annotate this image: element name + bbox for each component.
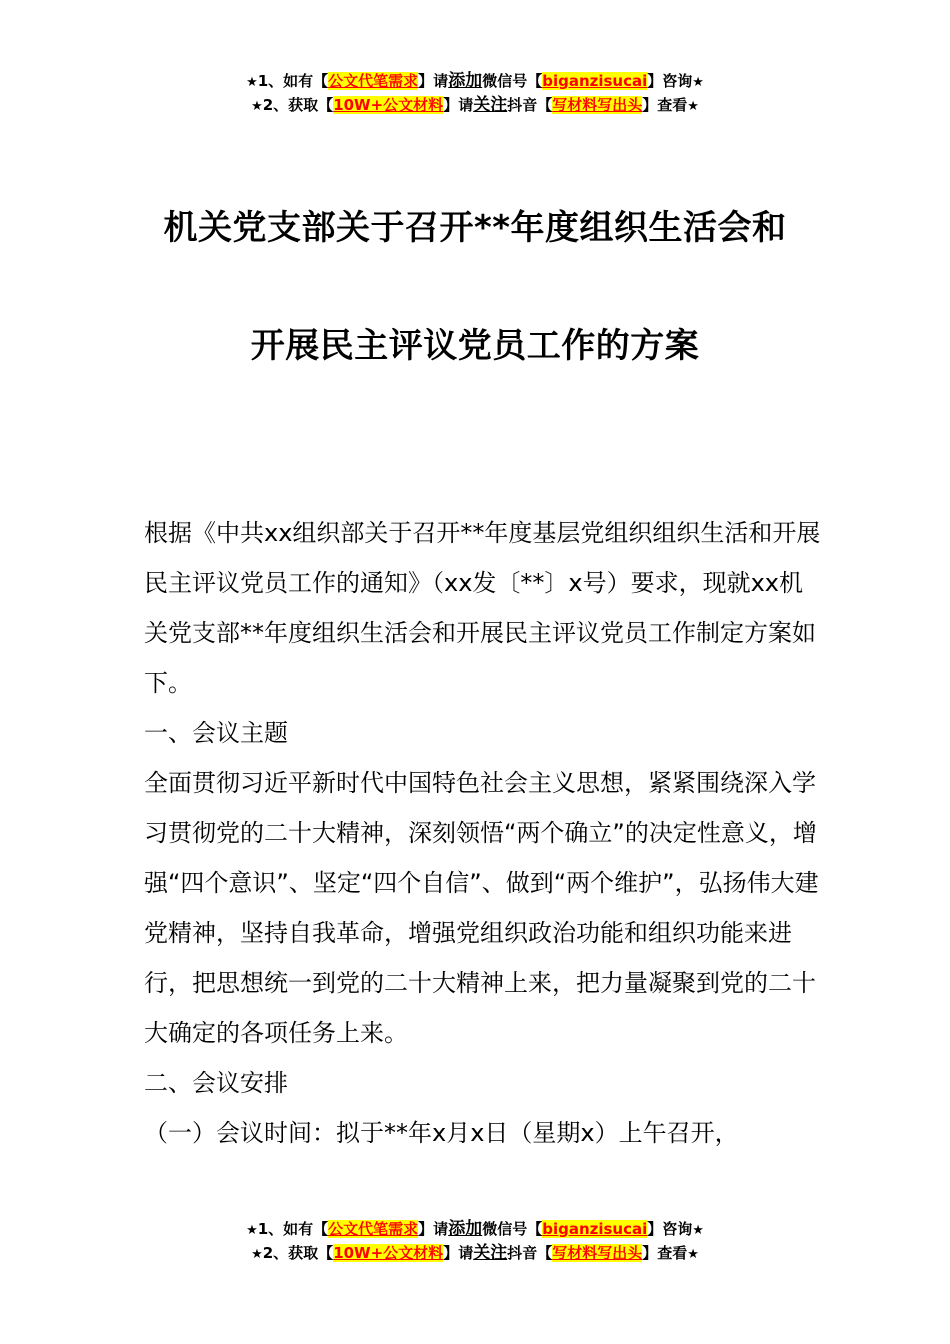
banner-text: 】查看	[642, 1244, 688, 1262]
document-title-line-2: 开展民主评议党员工作的方案	[250, 326, 700, 366]
header-banner	[0, 70, 950, 118]
document-body	[144, 508, 824, 1158]
banner-text: 2、获取【	[262, 96, 334, 114]
document-title-line-1: 机关党支部关于召开**年度组织生活会和	[163, 208, 787, 248]
intro-paragraph: 根据《中共xx组织部关于召开**年度基层党组织组织生活和开展民主评议党员工作的通知》（xx发〔**〕x号）要求，现就xx机关党支部**年度组织生活会和开展民主评议党员工作制定方案如下。	[144, 519, 821, 697]
highlight-service: 公文代笔需求	[328, 72, 419, 90]
star-icon: ★	[692, 75, 704, 90]
banner-text: 抖音【	[507, 1244, 553, 1262]
star-icon: ★	[687, 1247, 699, 1262]
star-icon: ★	[251, 1247, 263, 1262]
emphasis-text: 关注	[473, 1243, 508, 1263]
banner-text: 】咨询	[647, 72, 693, 90]
banner-text: 1、如有【	[257, 1220, 329, 1238]
banner-text: 】请	[443, 1244, 474, 1262]
star-icon: ★	[251, 99, 263, 114]
banner-text: 抖音【	[507, 96, 553, 114]
section-heading-2: 二、会议安排	[144, 1069, 288, 1097]
emphasis-text: 添加	[448, 71, 483, 91]
theme-paragraph: 全面贯彻习近平新时代中国特色社会主义思想，紧紧围绕深入学习贯彻党的二十大精神，深刻领悟“两个确立”的决定性意义，增强“四个意识”、坚定“四个自信”、做到“两个维护”，弘扬伟大建党精神，坚持自我革命，增强党组织政治功能和组织功能来进行，把思想统一到党的二十大精神上来，把力量凝聚到党的二十大确定的各项任务上来。	[144, 769, 819, 1047]
banner-text: 】请	[418, 72, 449, 90]
banner-line-2	[0, 1242, 950, 1266]
meeting-time-paragraph: （一）会议时间：拟于**年x月x日（星期x）上午召开，	[144, 1119, 739, 1147]
banner-text: 】请	[418, 1220, 449, 1238]
highlight-materials: 10W+公文材料	[333, 96, 444, 114]
footer-banner	[0, 1218, 950, 1266]
banner-text: 微信号【	[482, 72, 543, 90]
section-heading-1: 一、会议主题	[144, 719, 288, 747]
banner-line-1	[0, 1218, 950, 1242]
emphasis-text: 添加	[448, 1219, 483, 1239]
banner-text: 1、如有【	[257, 72, 329, 90]
banner-text: 微信号【	[482, 1220, 543, 1238]
star-icon: ★	[246, 1223, 258, 1238]
star-icon: ★	[692, 1223, 704, 1238]
banner-text: 2、获取【	[262, 1244, 334, 1262]
wechat-id: biganzisucai	[542, 72, 648, 90]
emphasis-text: 关注	[473, 95, 508, 115]
banner-text: 】请	[443, 96, 474, 114]
banner-text: 】咨询	[647, 1220, 693, 1238]
highlight-materials: 10W+公文材料	[333, 1244, 444, 1262]
wechat-id: biganzisucai	[542, 1220, 648, 1238]
star-icon: ★	[687, 99, 699, 114]
banner-line-1	[0, 70, 950, 94]
highlight-service: 公文代笔需求	[328, 1220, 419, 1238]
star-icon: ★	[246, 75, 258, 90]
douyin-account: 写材料写出头	[552, 96, 643, 114]
douyin-account: 写材料写出头	[552, 1244, 643, 1262]
banner-text: 】查看	[642, 96, 688, 114]
banner-line-2	[0, 94, 950, 118]
